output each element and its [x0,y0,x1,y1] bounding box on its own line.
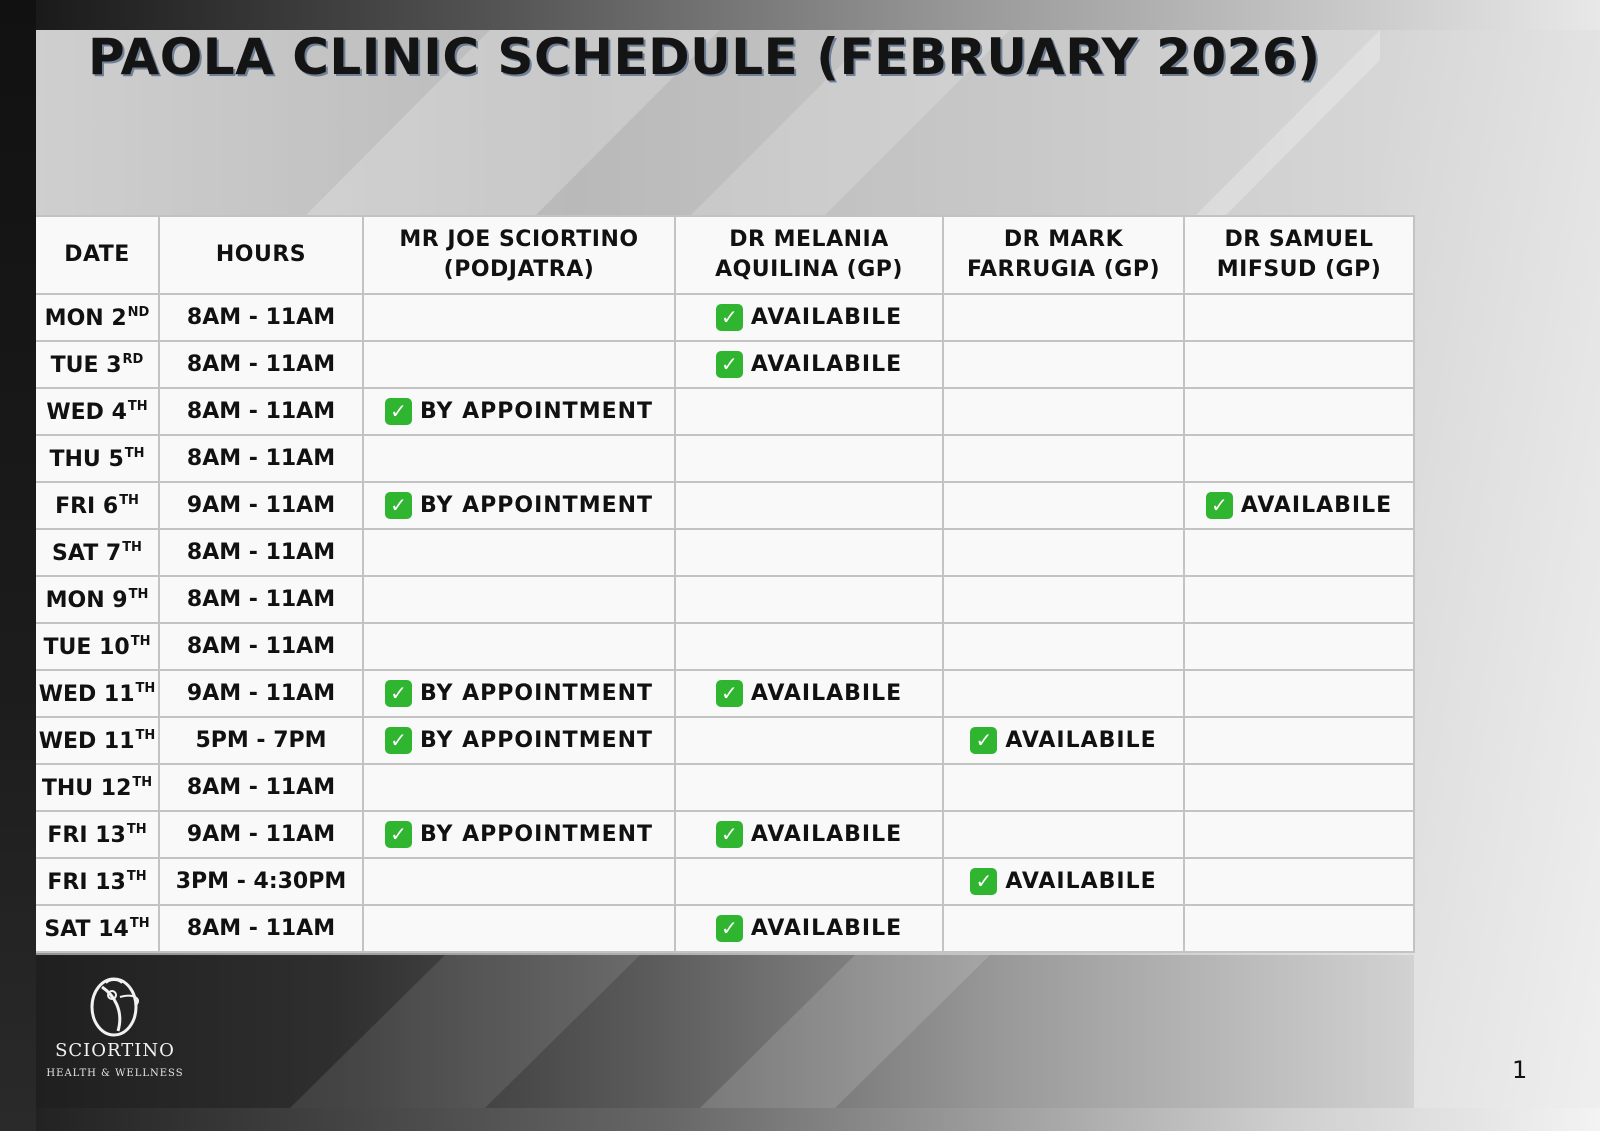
date-day: THU 12 [41,775,132,801]
availability-cell [943,388,1184,435]
availability-cell [675,435,943,482]
date-cell [36,388,159,435]
column-header-doctor [675,216,943,294]
doctor-role-line: MIFSUD (GP) [1216,257,1382,282]
date-cell [36,623,159,670]
hours-cell: 8AM - 11AM [159,388,363,435]
date-day: WED 4 [46,399,127,425]
date-ordinal-suffix: TH [135,680,156,696]
check-mark-button-icon: ✓ [385,680,412,707]
check-mark-button-icon: ✓ [385,398,412,425]
availability-cell [1184,670,1414,717]
availability-text: AVAILABILE [1240,493,1393,518]
hours-cell: 9AM - 11AM [159,482,363,529]
availability-mark [1206,492,1392,519]
date-day: WED 11 [38,681,135,707]
availability-mark [385,398,653,425]
availability-mark [385,680,653,707]
table-row [36,482,1414,529]
date-day: FRI 6 [55,493,119,519]
date-ordinal-suffix: TH [126,821,147,837]
date-day: THU 5 [49,446,124,472]
availability-cell [943,482,1184,529]
date-ordinal-suffix: TH [129,915,150,931]
table-row [36,811,1414,858]
availability-text: BY APPOINTMENT [419,822,654,847]
availability-cell [675,341,943,388]
hours-cell: 9AM - 11AM [159,670,363,717]
date-cell [36,435,159,482]
schedule-table [36,215,1415,953]
column-header-doctor [1184,216,1414,294]
availability-cell [943,858,1184,905]
availability-cell [943,670,1184,717]
date-ordinal-suffix: RD [122,351,144,367]
date-cell [36,529,159,576]
availability-cell [943,529,1184,576]
column-header-hours: HOURS [159,216,363,294]
availability-mark [385,492,653,519]
availability-cell [943,294,1184,341]
availability-text: AVAILABILE [1005,869,1157,894]
availability-cell [675,576,943,623]
availability-cell [675,388,943,435]
hours-cell: 8AM - 11AM [159,623,363,670]
availability-cell [363,811,675,858]
availability-cell [363,482,675,529]
availability-cell [363,623,675,670]
availability-text: AVAILABILE [750,916,903,941]
hours-cell: 8AM - 11AM [159,435,363,482]
hours-cell: 5PM - 7PM [159,717,363,764]
table-row [36,294,1414,341]
availability-text: AVAILABILE [1005,728,1157,753]
availability-cell [943,905,1184,952]
date-ordinal-suffix: TH [132,774,153,790]
availability-mark [716,304,902,331]
date-day: MON 2 [44,305,127,331]
date-ordinal-suffix: TH [135,727,156,743]
date-cell [36,858,159,905]
availability-cell [675,529,943,576]
table-row [36,905,1414,952]
date-ordinal-suffix: TH [130,633,151,649]
availability-text: BY APPOINTMENT [419,681,654,706]
date-cell [36,294,159,341]
date-cell [36,811,159,858]
doctor-role-line: (PODJATRA) [443,257,595,282]
availability-cell [363,341,675,388]
date-day: TUE 3 [50,352,122,378]
availability-mark [716,821,902,848]
availability-cell [1184,482,1414,529]
table-row [36,529,1414,576]
date-cell [36,905,159,952]
hours-cell: 9AM - 11AM [159,811,363,858]
date-day: MON 9 [45,587,128,613]
check-mark-button-icon: ✓ [716,351,743,378]
check-mark-button-icon: ✓ [970,727,997,754]
availability-cell [675,764,943,811]
availability-cell [675,623,943,670]
availability-mark [716,915,902,942]
availability-mark [385,821,653,848]
logo-name: SCIORTINO [55,1040,175,1061]
availability-cell [363,294,675,341]
hours-cell: 8AM - 11AM [159,905,363,952]
table-row [36,764,1414,811]
availability-cell [363,905,675,952]
availability-cell [675,858,943,905]
check-mark-button-icon: ✓ [716,304,743,331]
availability-cell [943,717,1184,764]
doctor-name-line: DR MELANIA [729,227,889,252]
availability-text: AVAILABILE [750,681,903,706]
availability-cell [363,717,675,764]
availability-cell [1184,435,1414,482]
header-row [36,216,1414,294]
availability-cell [1184,623,1414,670]
date-day: FRI 13 [47,822,126,848]
logo-subtitle: HEALTH & WELLNESS [46,1068,184,1079]
hours-cell: 8AM - 11AM [159,341,363,388]
availability-cell [1184,764,1414,811]
availability-cell [943,576,1184,623]
table-row [36,576,1414,623]
column-header-doctor [943,216,1184,294]
availability-cell [363,435,675,482]
date-ordinal-suffix: TH [128,586,149,602]
hours-cell: 8AM - 11AM [159,764,363,811]
availability-cell [675,811,943,858]
column-header-doctor [363,216,675,294]
date-ordinal-suffix: TH [127,398,148,414]
doctor-role-line: FARRUGIA (GP) [967,257,1160,282]
table-row [36,670,1414,717]
availability-cell [1184,294,1414,341]
date-ordinal-suffix: TH [122,539,142,555]
availability-cell [675,670,943,717]
doctor-role-line: AQUILINA (GP) [715,257,903,282]
table-row [36,858,1414,905]
doctor-name-line: MR JOE SCIORTINO [399,227,639,252]
check-mark-button-icon: ✓ [385,821,412,848]
availability-cell [363,576,675,623]
availability-cell [675,905,943,952]
page-number: 1 [1512,1056,1528,1084]
availability-cell [1184,905,1414,952]
date-cell [36,764,159,811]
check-mark-button-icon: ✓ [1206,492,1233,519]
availability-text: AVAILABILE [750,352,903,377]
check-mark-button-icon: ✓ [385,727,412,754]
availability-mark [970,868,1156,895]
doctor-name-line: DR SAMUEL [1224,227,1374,252]
availability-mark [385,727,653,754]
availability-cell [1184,529,1414,576]
availability-cell [943,623,1184,670]
table-row [36,341,1414,388]
hours-cell: 8AM - 11AM [159,294,363,341]
availability-cell [363,529,675,576]
availability-text: AVAILABILE [750,822,903,847]
date-cell [36,341,159,388]
date-ordinal-suffix: ND [127,304,150,320]
table-row [36,717,1414,764]
check-mark-button-icon: ✓ [385,492,412,519]
availability-cell [363,670,675,717]
column-header-date: DATE [36,216,159,294]
hours-cell: 8AM - 11AM [159,576,363,623]
date-cell [36,717,159,764]
availability-cell [943,811,1184,858]
availability-cell [675,482,943,529]
availability-cell [943,764,1184,811]
availability-mark [716,680,902,707]
availability-mark [970,727,1156,754]
check-mark-button-icon: ✓ [716,915,743,942]
availability-cell [363,858,675,905]
availability-mark [716,351,902,378]
date-day: WED 11 [38,728,135,754]
check-mark-button-icon: ✓ [716,680,743,707]
date-ordinal-suffix: TH [119,492,139,508]
check-mark-button-icon: ✓ [970,868,997,895]
date-ordinal-suffix: TH [124,445,145,461]
table-row [36,388,1414,435]
date-cell [36,576,159,623]
doctor-name-line: DR MARK [1003,227,1124,252]
date-day: SAT 7 [52,540,122,566]
availability-cell [1184,341,1414,388]
availability-cell [363,764,675,811]
availability-text: BY APPOINTMENT [419,728,654,753]
table-row [36,435,1414,482]
availability-cell [675,294,943,341]
date-day: TUE 10 [43,634,130,660]
date-cell [36,482,159,529]
availability-cell [1184,811,1414,858]
date-day: SAT 14 [44,916,129,942]
date-day: FRI 13 [47,869,126,895]
availability-cell [943,435,1184,482]
availability-cell [363,388,675,435]
availability-text: BY APPOINTMENT [419,493,654,518]
check-mark-button-icon: ✓ [716,821,743,848]
availability-cell [1184,388,1414,435]
hours-cell: 3PM - 4:30PM [159,858,363,905]
availability-cell [1184,717,1414,764]
page-title: PAOLA CLINIC SCHEDULE (FEBRUARY 2026) [88,28,1321,86]
table-row [36,623,1414,670]
availability-cell [1184,576,1414,623]
availability-text: AVAILABILE [750,305,903,330]
availability-cell [675,717,943,764]
hours-cell: 8AM - 11AM [159,529,363,576]
availability-text: BY APPOINTMENT [419,399,654,424]
schedule-body [36,294,1414,952]
date-ordinal-suffix: TH [126,868,147,884]
date-cell [36,670,159,717]
availability-cell [1184,858,1414,905]
availability-cell [943,341,1184,388]
